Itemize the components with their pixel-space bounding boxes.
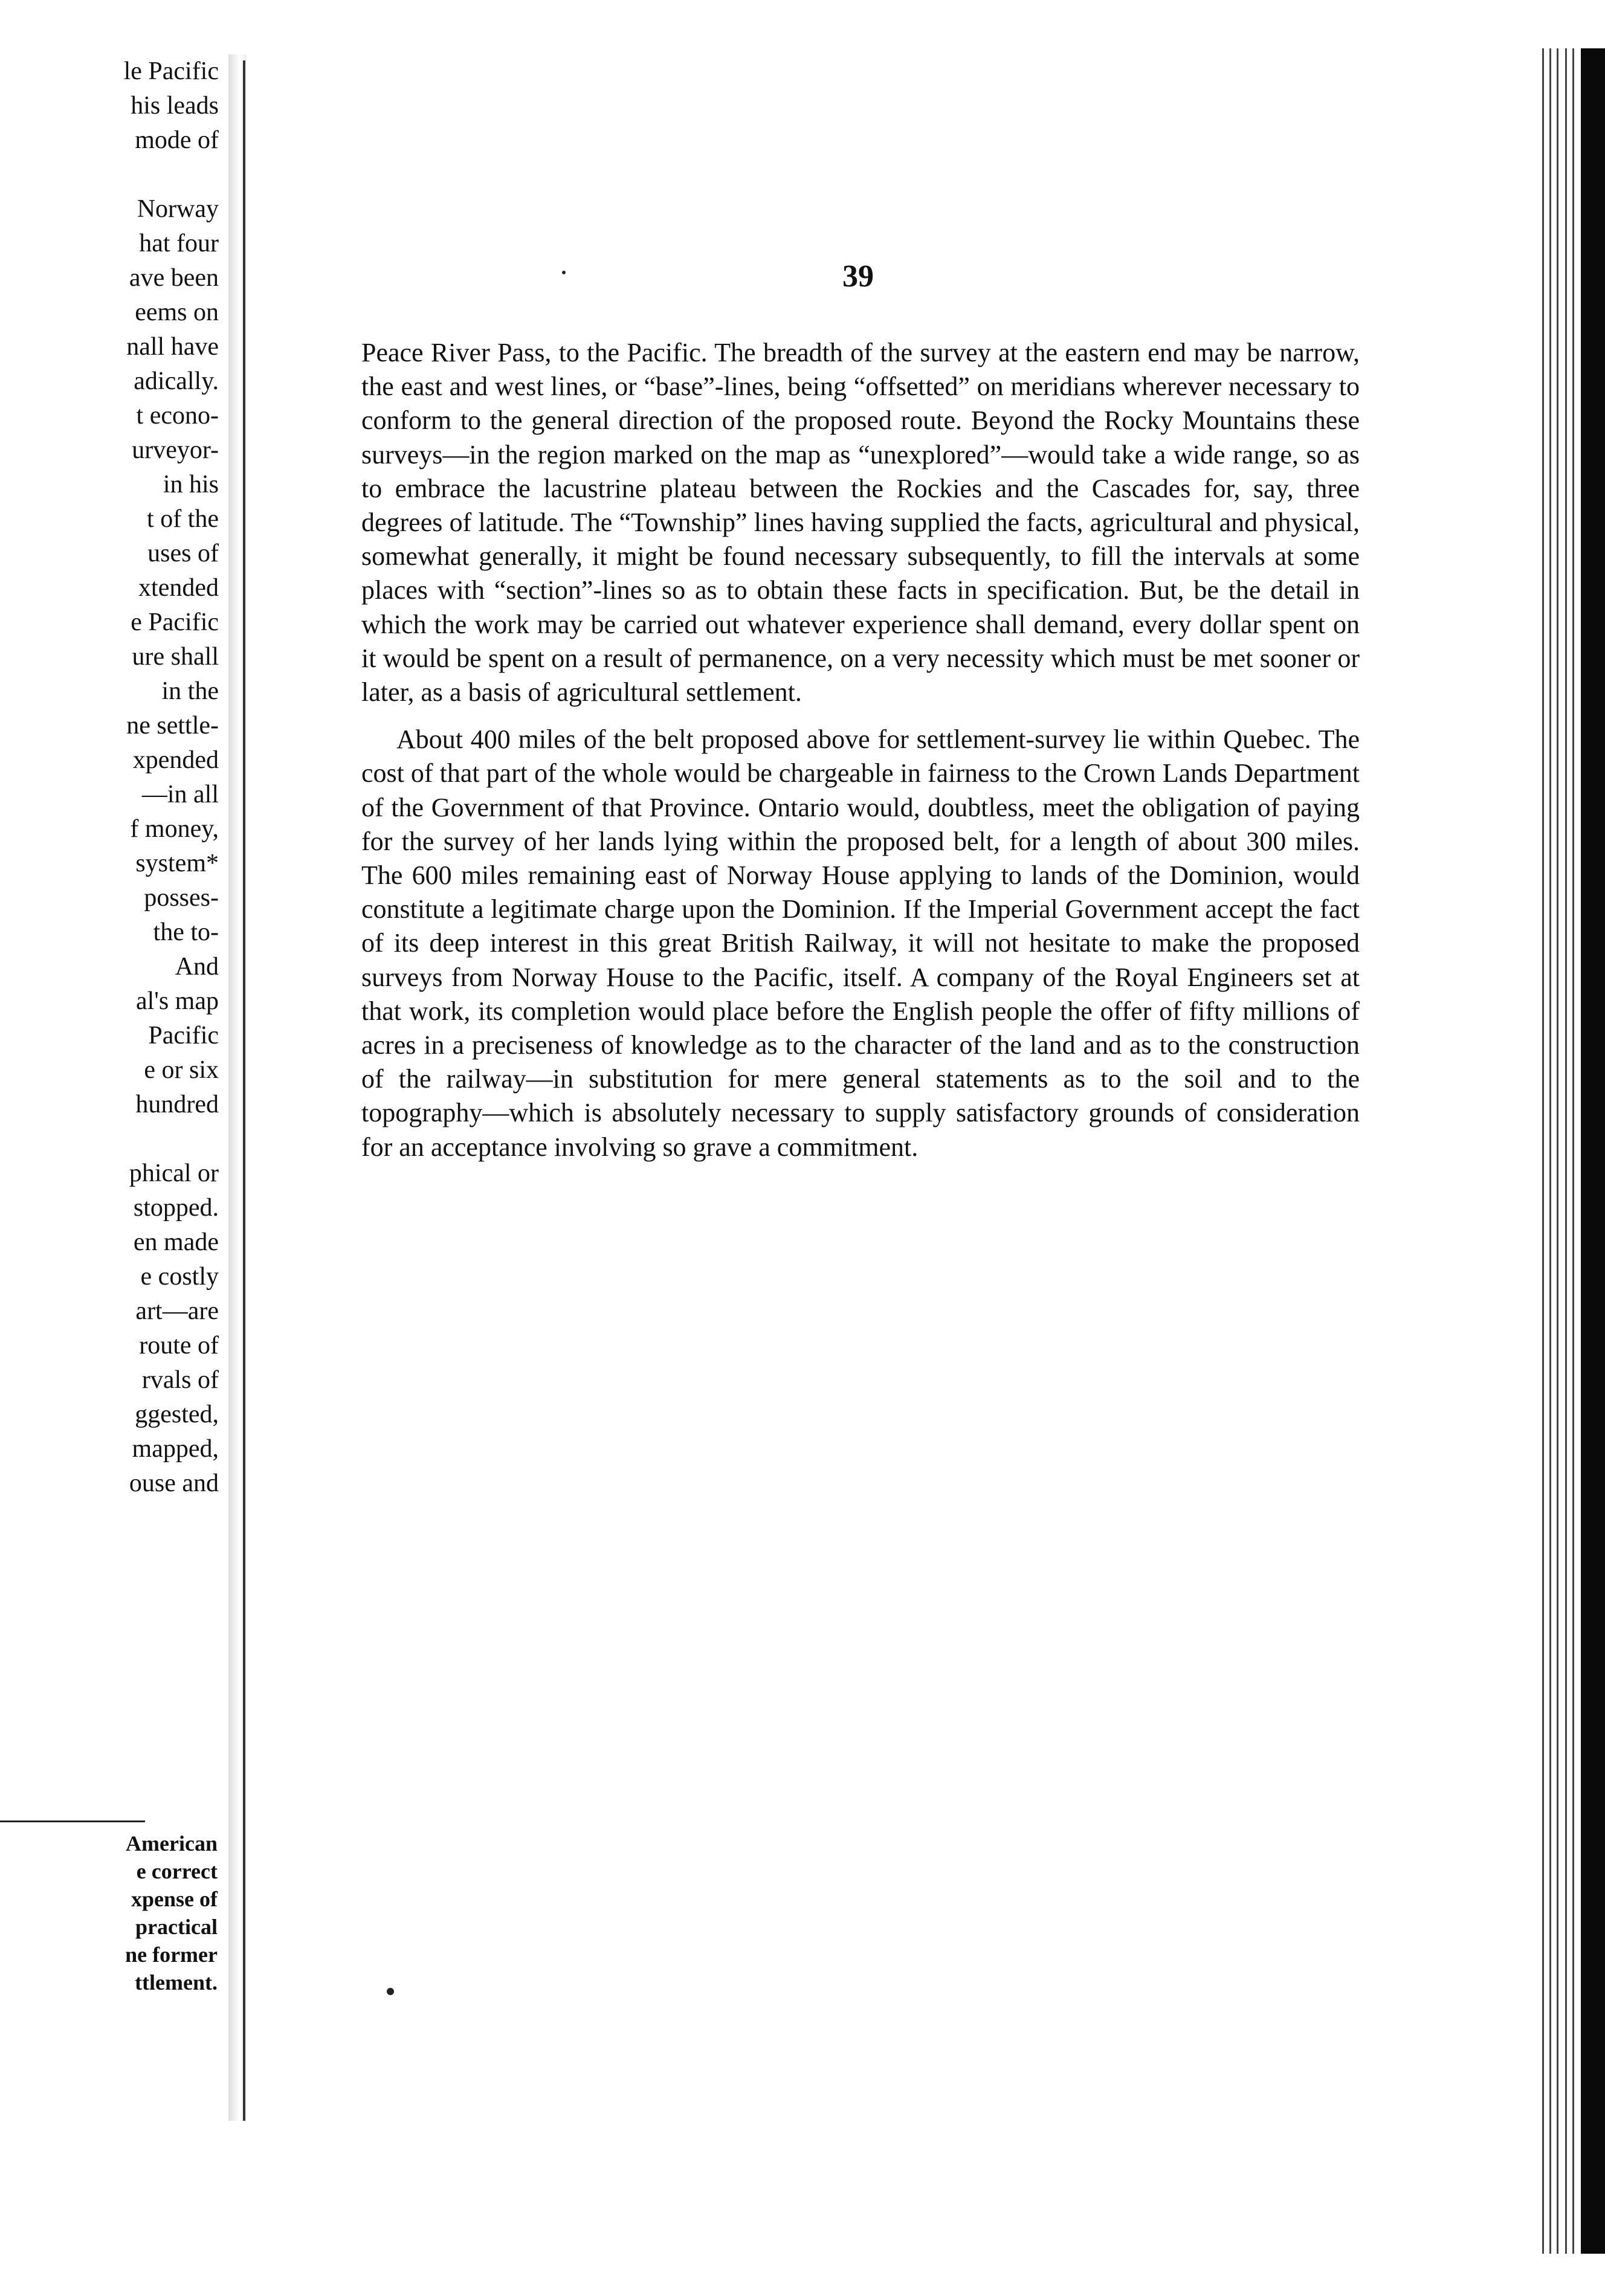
left-page-footnote bbox=[125, 1830, 218, 1996]
speck-mark bbox=[387, 1988, 394, 1995]
left-page-line: hat four bbox=[139, 230, 219, 257]
left-page-line: Norway bbox=[137, 195, 219, 223]
left-page-line: urveyor- bbox=[132, 436, 219, 464]
speck-mark-small bbox=[562, 271, 566, 274]
left-page-line: e Pacific bbox=[131, 608, 219, 636]
left-page-line: t econo- bbox=[136, 402, 219, 430]
left-page-line: eems on bbox=[135, 298, 219, 326]
left-page-line: xpended bbox=[132, 746, 219, 774]
left-footnote-line: American bbox=[126, 1831, 218, 1856]
main-page bbox=[254, 0, 1523, 2296]
left-page-line: in the bbox=[161, 677, 219, 705]
left-page-line: t of the bbox=[147, 505, 219, 533]
left-footnote-line: ttlement. bbox=[135, 1970, 218, 1994]
page-number: 39 bbox=[842, 259, 874, 294]
page-stack-edge bbox=[1539, 48, 1605, 2254]
left-page-line: al's map bbox=[135, 987, 219, 1015]
left-page-line: art—are bbox=[135, 1297, 219, 1325]
spine-edge bbox=[243, 60, 245, 2121]
left-footnote-line: ne former bbox=[125, 1943, 218, 1967]
left-footnote-line: xpense of bbox=[131, 1887, 218, 1911]
left-page-line: ave been bbox=[129, 264, 219, 292]
left-page-line: And bbox=[175, 953, 219, 981]
left-page-line: in his bbox=[163, 471, 219, 498]
left-page-line: e costly bbox=[140, 1263, 219, 1291]
body-text bbox=[361, 336, 1360, 1164]
left-page-line: ggested, bbox=[135, 1401, 219, 1428]
left-page-line: xtended bbox=[138, 574, 219, 602]
left-page-line: le Pacific bbox=[123, 57, 219, 85]
footnote-rule bbox=[0, 1820, 145, 1822]
left-page-line: hundred bbox=[135, 1091, 219, 1118]
paragraph-2: About 400 miles of the belt proposed above for settlement-survey lie within Quebec. The cost of that part of the whole would be chargeable in fairness to the Crown Lands Department of the Government of that Province. Ontario would, doubtless, meet the obligation of paying for the survey of her lands lying within the proposed belt, for a length of about 300 miles. The 600 miles remaining east of Norway House applying to lands of the Dominion, would constitute a legitimate charge upon the Dominion. If the Imperial Government accept the fact of its deep interest in this great British Railway, it will not hesitate to make the proposed surveys from Norway House to the Pacific, itself. A company of the Royal Engineers set at that work, its completion would place before the English people the offer of fifty millions of acres in a preciseness of knowledge as to the character of the land and as to the construction of the railway—in substitution for mere general statements as to the soil and to the topography—which is absolutely necessary to supply satisfactory grounds of consideration for an acceptance involving so grave a commitment. bbox=[361, 724, 1360, 1162]
left-facing-page bbox=[0, 54, 228, 2121]
left-page-line bbox=[1, 158, 219, 192]
left-page-line: mapped, bbox=[132, 1435, 219, 1463]
left-page-line: system* bbox=[135, 850, 219, 877]
left-page-line: rvals of bbox=[141, 1366, 219, 1394]
left-page-line: route of bbox=[139, 1332, 219, 1359]
left-page-line: ne settle- bbox=[126, 712, 219, 740]
left-page-text bbox=[1, 54, 219, 1501]
left-page-line: Pacific bbox=[148, 1022, 219, 1050]
left-page-line: uses of bbox=[147, 540, 219, 567]
left-page-line: posses- bbox=[144, 884, 219, 912]
left-page-line: ouse and bbox=[129, 1469, 219, 1497]
left-page-line: nall have bbox=[126, 333, 219, 361]
left-page-line: f money, bbox=[130, 815, 219, 843]
paragraph-1: Peace River Pass, to the Pacific. The breadth of the survey at the eastern end may be narrow, the east and west lines, or “base”-lines, being “offsetted” on meridians wherever necessary to conform to the general direction of the proposed route. Beyond the Rocky Mountains these surveys—in the region marked on the map as “unexplored”—would take a wide range, so as to embrace the lacustrine plateau between the Rockies and the Cascades for, say, three degrees of latitude. The “Township” lines having supplied the facts, agricultural and physical, somewhat generally, it might be found necessary subsequently, to fill the intervals at some places with “section”-lines so as to obtain these facts in specification. But, be the detail in which the work may be carried out whatever experience shall demand, every dollar spent on it would be spent on a result of permanence, on a very necessity which must be met sooner or later, as a basis of agricultural settlement. bbox=[361, 338, 1360, 708]
left-page-line: e or six bbox=[144, 1056, 219, 1084]
left-footnote-line: practical bbox=[135, 1915, 218, 1939]
left-page-line: adically. bbox=[134, 367, 219, 395]
left-page-line: ure shall bbox=[132, 643, 219, 671]
left-page-line: mode of bbox=[135, 126, 219, 154]
left-page-line bbox=[1, 1122, 219, 1156]
left-footnote-line: e correct bbox=[136, 1859, 218, 1883]
left-page-line: his leads bbox=[131, 92, 219, 120]
left-page-line: —in all bbox=[141, 781, 219, 808]
left-page-line: phical or bbox=[129, 1159, 219, 1187]
left-page-line: stopped. bbox=[133, 1194, 219, 1222]
left-page-line: en made bbox=[133, 1228, 219, 1256]
left-page-line: the to- bbox=[153, 918, 219, 946]
